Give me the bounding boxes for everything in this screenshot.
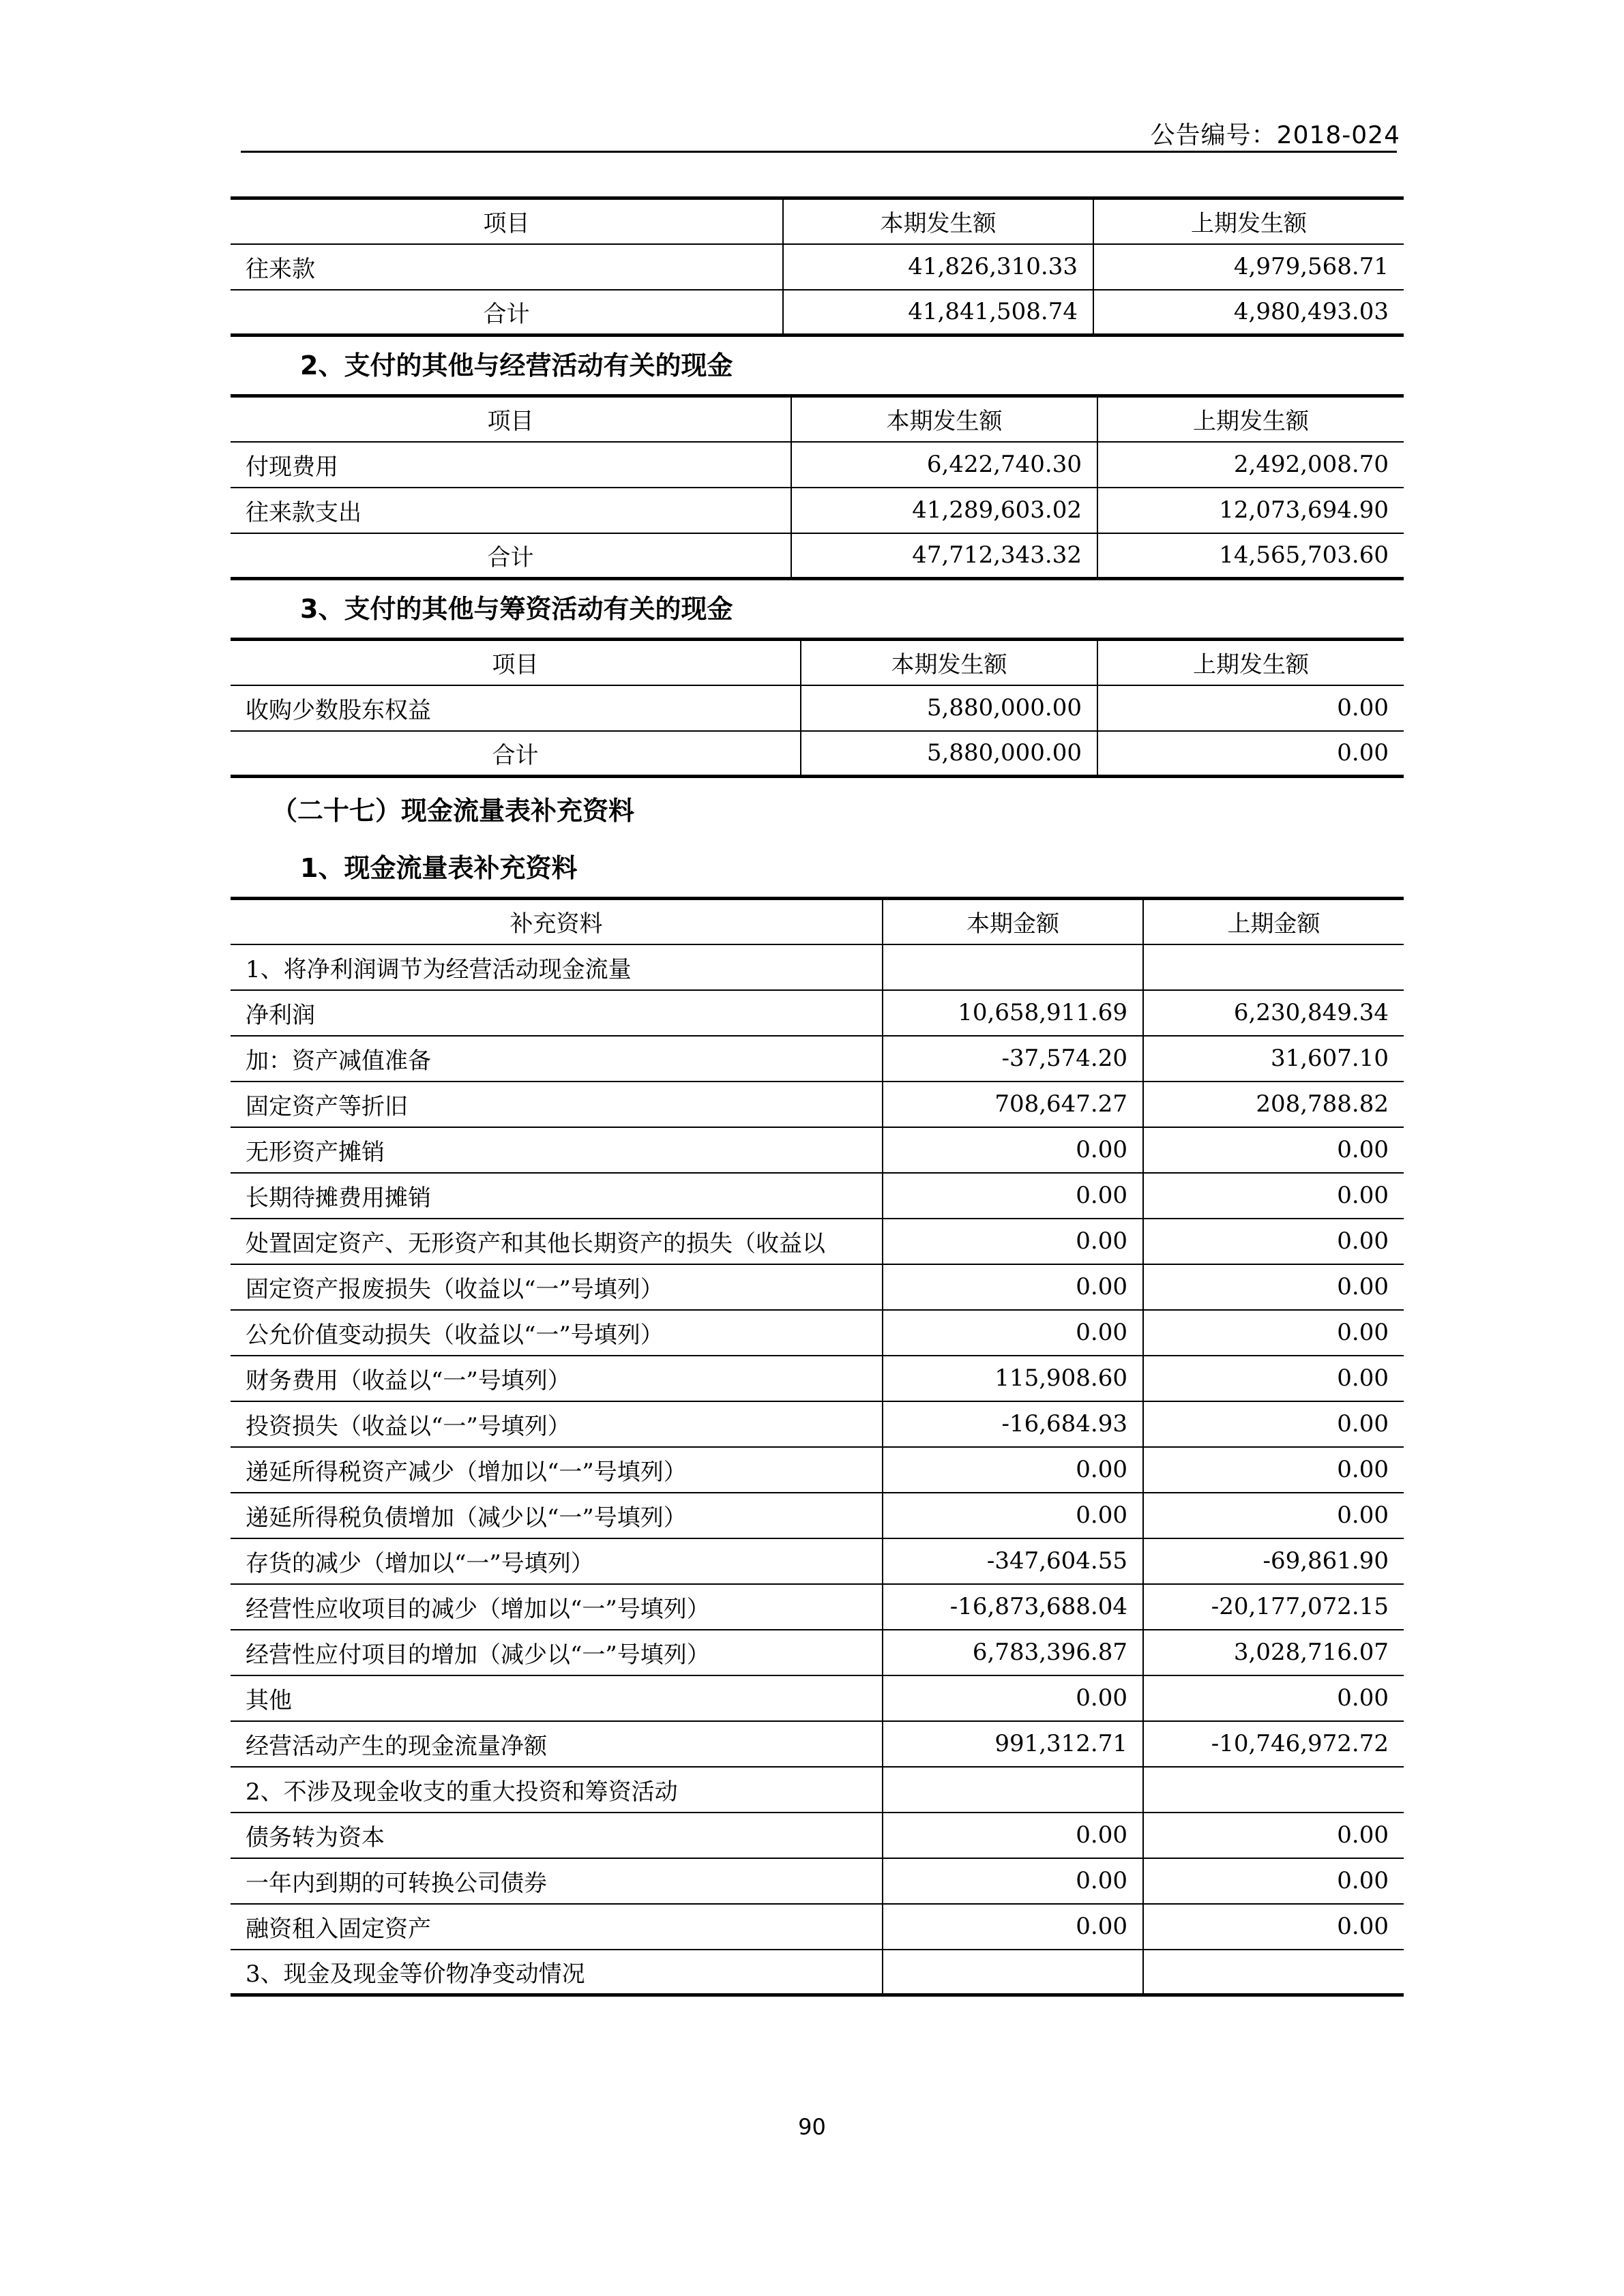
row-value: 0.00 xyxy=(883,1173,1143,1219)
table-row xyxy=(231,1264,1404,1310)
row-value xyxy=(883,944,1143,990)
row-value: 0.00 xyxy=(883,1675,1143,1721)
table-row xyxy=(231,290,1404,336)
table-row xyxy=(231,731,1404,777)
row-value: 5,880,000.00 xyxy=(801,731,1097,777)
section-title-operating-cash-paid: 2、支付的其他与经营活动有关的现金 xyxy=(300,351,733,381)
row-value: 0.00 xyxy=(1143,1904,1404,1950)
row-value: 0.00 xyxy=(883,1219,1143,1264)
column-header: 项目 xyxy=(231,640,801,685)
column-header: 上期发生额 xyxy=(1093,198,1404,244)
row-label: 3、现金及现金等价物净变动情况 xyxy=(231,1950,883,1995)
row-value: 41,289,603.02 xyxy=(791,488,1097,533)
row-value: 6,783,396.87 xyxy=(883,1630,1143,1675)
table-row xyxy=(231,1904,1404,1950)
row-label: 经营性应收项目的减少（增加以“一”号填列） xyxy=(231,1584,883,1630)
table-row xyxy=(231,1813,1404,1858)
row-value: 0.00 xyxy=(1097,731,1404,777)
table-row xyxy=(231,1767,1404,1813)
row-value: -20,177,072.15 xyxy=(1143,1584,1404,1630)
table-row xyxy=(231,488,1404,533)
table-row xyxy=(231,1493,1404,1538)
table-row xyxy=(231,1538,1404,1584)
table-row xyxy=(231,1310,1404,1356)
row-value: 0.00 xyxy=(1143,1310,1404,1356)
table-row xyxy=(231,1630,1404,1675)
column-header: 本期发生额 xyxy=(791,396,1097,442)
row-value: 10,658,911.69 xyxy=(883,990,1143,1036)
row-value: 4,980,493.03 xyxy=(1093,290,1404,336)
row-value: 2,492,008.70 xyxy=(1097,442,1404,488)
row-label: 无形资产摊销 xyxy=(231,1127,883,1173)
row-label: 2、不涉及现金收支的重大投资和筹资活动 xyxy=(231,1767,883,1813)
row-value: 0.00 xyxy=(883,1904,1143,1950)
row-value: 0.00 xyxy=(1143,1401,1404,1447)
row-value: 0.00 xyxy=(1143,1493,1404,1538)
column-header: 上期金额 xyxy=(1143,899,1404,944)
row-value: 0.00 xyxy=(883,1493,1143,1538)
row-label: 其他 xyxy=(231,1675,883,1721)
row-value: -10,746,972.72 xyxy=(1143,1721,1404,1767)
row-label: 投资损失（收益以“一”号填列） xyxy=(231,1401,883,1447)
row-value: 0.00 xyxy=(1143,1127,1404,1173)
table-row xyxy=(231,533,1404,579)
column-header: 本期发生额 xyxy=(783,198,1093,244)
table-row xyxy=(231,1447,1404,1493)
row-value: 5,880,000.00 xyxy=(801,685,1097,731)
row-value: 47,712,343.32 xyxy=(791,533,1097,579)
table-header-row xyxy=(231,396,1404,442)
row-value: 708,647.27 xyxy=(883,1082,1143,1127)
column-header: 项目 xyxy=(231,198,783,244)
row-value: 41,841,508.74 xyxy=(783,290,1093,336)
column-header: 本期金额 xyxy=(883,899,1143,944)
row-value: -37,574.20 xyxy=(883,1036,1143,1082)
row-value: 0.00 xyxy=(1143,1264,1404,1310)
row-value: 14,565,703.60 xyxy=(1097,533,1404,579)
table-header-row xyxy=(231,640,1404,685)
row-value: 0.00 xyxy=(1143,1675,1404,1721)
row-label: 递延所得税负债增加（减少以“一”号填列） xyxy=(231,1493,883,1538)
row-label: 处置固定资产、无形资产和其他长期资产的损失（收益以 xyxy=(231,1219,883,1264)
row-value xyxy=(1143,1950,1404,1995)
table-row xyxy=(231,1127,1404,1173)
table-row xyxy=(231,1858,1404,1904)
table-other-financing-cash-paid xyxy=(231,638,1404,778)
table-row xyxy=(231,944,1404,990)
row-value xyxy=(1143,1767,1404,1813)
column-header: 项目 xyxy=(231,396,791,442)
row-label: 往来款支出 xyxy=(231,488,791,533)
table-row xyxy=(231,244,1404,290)
section-subtitle-cash-flow-supplement: 1、现金流量表补充资料 xyxy=(300,853,578,883)
row-value: 0.00 xyxy=(883,1858,1143,1904)
row-value: 6,422,740.30 xyxy=(791,442,1097,488)
row-label: 固定资产等折旧 xyxy=(231,1082,883,1127)
row-value: -16,684.93 xyxy=(883,1401,1143,1447)
header-rule xyxy=(241,151,1397,153)
section-title-cash-flow-supplement: （二十七）现金流量表补充资料 xyxy=(271,796,635,826)
row-label: 长期待摊费用摊销 xyxy=(231,1173,883,1219)
row-label: 公允价值变动损失（收益以“一”号填列） xyxy=(231,1310,883,1356)
table-row xyxy=(231,1036,1404,1082)
column-header: 本期发生额 xyxy=(801,640,1097,685)
row-value: 0.00 xyxy=(883,1264,1143,1310)
notice-number: 公告编号：2018-024 xyxy=(1150,121,1400,149)
table-header-row xyxy=(231,198,1404,244)
row-value: 12,073,694.90 xyxy=(1097,488,1404,533)
row-label: 经营活动产生的现金流量净额 xyxy=(231,1721,883,1767)
table-other-operating-cash-paid xyxy=(231,394,1404,580)
table-row xyxy=(231,1082,1404,1127)
row-value: 991,312.71 xyxy=(883,1721,1143,1767)
column-header: 上期发生额 xyxy=(1097,396,1404,442)
row-label: 收购少数股东权益 xyxy=(231,685,801,731)
row-value: -347,604.55 xyxy=(883,1538,1143,1584)
table-other-operating-cash-received xyxy=(231,196,1404,337)
table-row xyxy=(231,1219,1404,1264)
row-value xyxy=(883,1767,1143,1813)
row-value: 208,788.82 xyxy=(1143,1082,1404,1127)
table-row xyxy=(231,1401,1404,1447)
row-label: 净利润 xyxy=(231,990,883,1036)
table-row xyxy=(231,990,1404,1036)
row-value: 0.00 xyxy=(883,1813,1143,1858)
row-label: 经营性应付项目的增加（减少以“一”号填列） xyxy=(231,1630,883,1675)
row-value: 0.00 xyxy=(883,1310,1143,1356)
row-label: 一年内到期的可转换公司债券 xyxy=(231,1858,883,1904)
table-row xyxy=(231,1584,1404,1630)
page-number: 90 xyxy=(798,2114,826,2140)
row-value xyxy=(1143,944,1404,990)
row-label: 付现费用 xyxy=(231,442,791,488)
row-value: 0.00 xyxy=(1097,685,1404,731)
row-value: 0.00 xyxy=(1143,1447,1404,1493)
row-label: 债务转为资本 xyxy=(231,1813,883,1858)
row-value: 115,908.60 xyxy=(883,1356,1143,1401)
table-cash-flow-supplement xyxy=(231,897,1404,1997)
row-value: 3,028,716.07 xyxy=(1143,1630,1404,1675)
row-value: 0.00 xyxy=(1143,1858,1404,1904)
row-label: 财务费用（收益以“一”号填列） xyxy=(231,1356,883,1401)
column-header: 补充资料 xyxy=(231,899,883,944)
table-row xyxy=(231,1721,1404,1767)
row-value: 6,230,849.34 xyxy=(1143,990,1404,1036)
page-content xyxy=(231,196,1404,1997)
row-label: 固定资产报废损失（收益以“一”号填列） xyxy=(231,1264,883,1310)
row-label: 1、将净利润调节为经营活动现金流量 xyxy=(231,944,883,990)
table-row xyxy=(231,1356,1404,1401)
column-header: 上期发生额 xyxy=(1097,640,1404,685)
row-value: 4,979,568.71 xyxy=(1093,244,1404,290)
row-value: 0.00 xyxy=(1143,1813,1404,1858)
table-row xyxy=(231,1950,1404,1995)
row-value: 0.00 xyxy=(883,1447,1143,1493)
row-label: 合计 xyxy=(231,731,801,777)
section-title-financing-cash-paid: 3、支付的其他与筹资活动有关的现金 xyxy=(300,594,733,624)
row-value: -16,873,688.04 xyxy=(883,1584,1143,1630)
table-header-row xyxy=(231,899,1404,944)
row-label: 存货的减少（增加以“一”号填列） xyxy=(231,1538,883,1584)
row-label: 融资租入固定资产 xyxy=(231,1904,883,1950)
row-label: 合计 xyxy=(231,290,783,336)
row-value xyxy=(883,1950,1143,1995)
row-value: 0.00 xyxy=(883,1127,1143,1173)
row-label: 合计 xyxy=(231,533,791,579)
row-value: -69,861.90 xyxy=(1143,1538,1404,1584)
row-label: 递延所得税资产减少（增加以“一”号填列） xyxy=(231,1447,883,1493)
table-row xyxy=(231,442,1404,488)
table-row xyxy=(231,685,1404,731)
row-label: 往来款 xyxy=(231,244,783,290)
row-label: 加：资产减值准备 xyxy=(231,1036,883,1082)
row-value: 31,607.10 xyxy=(1143,1036,1404,1082)
table-row xyxy=(231,1675,1404,1721)
row-value: 0.00 xyxy=(1143,1356,1404,1401)
row-value: 0.00 xyxy=(1143,1219,1404,1264)
row-value: 41,826,310.33 xyxy=(783,244,1093,290)
table-row xyxy=(231,1173,1404,1219)
row-value: 0.00 xyxy=(1143,1173,1404,1219)
